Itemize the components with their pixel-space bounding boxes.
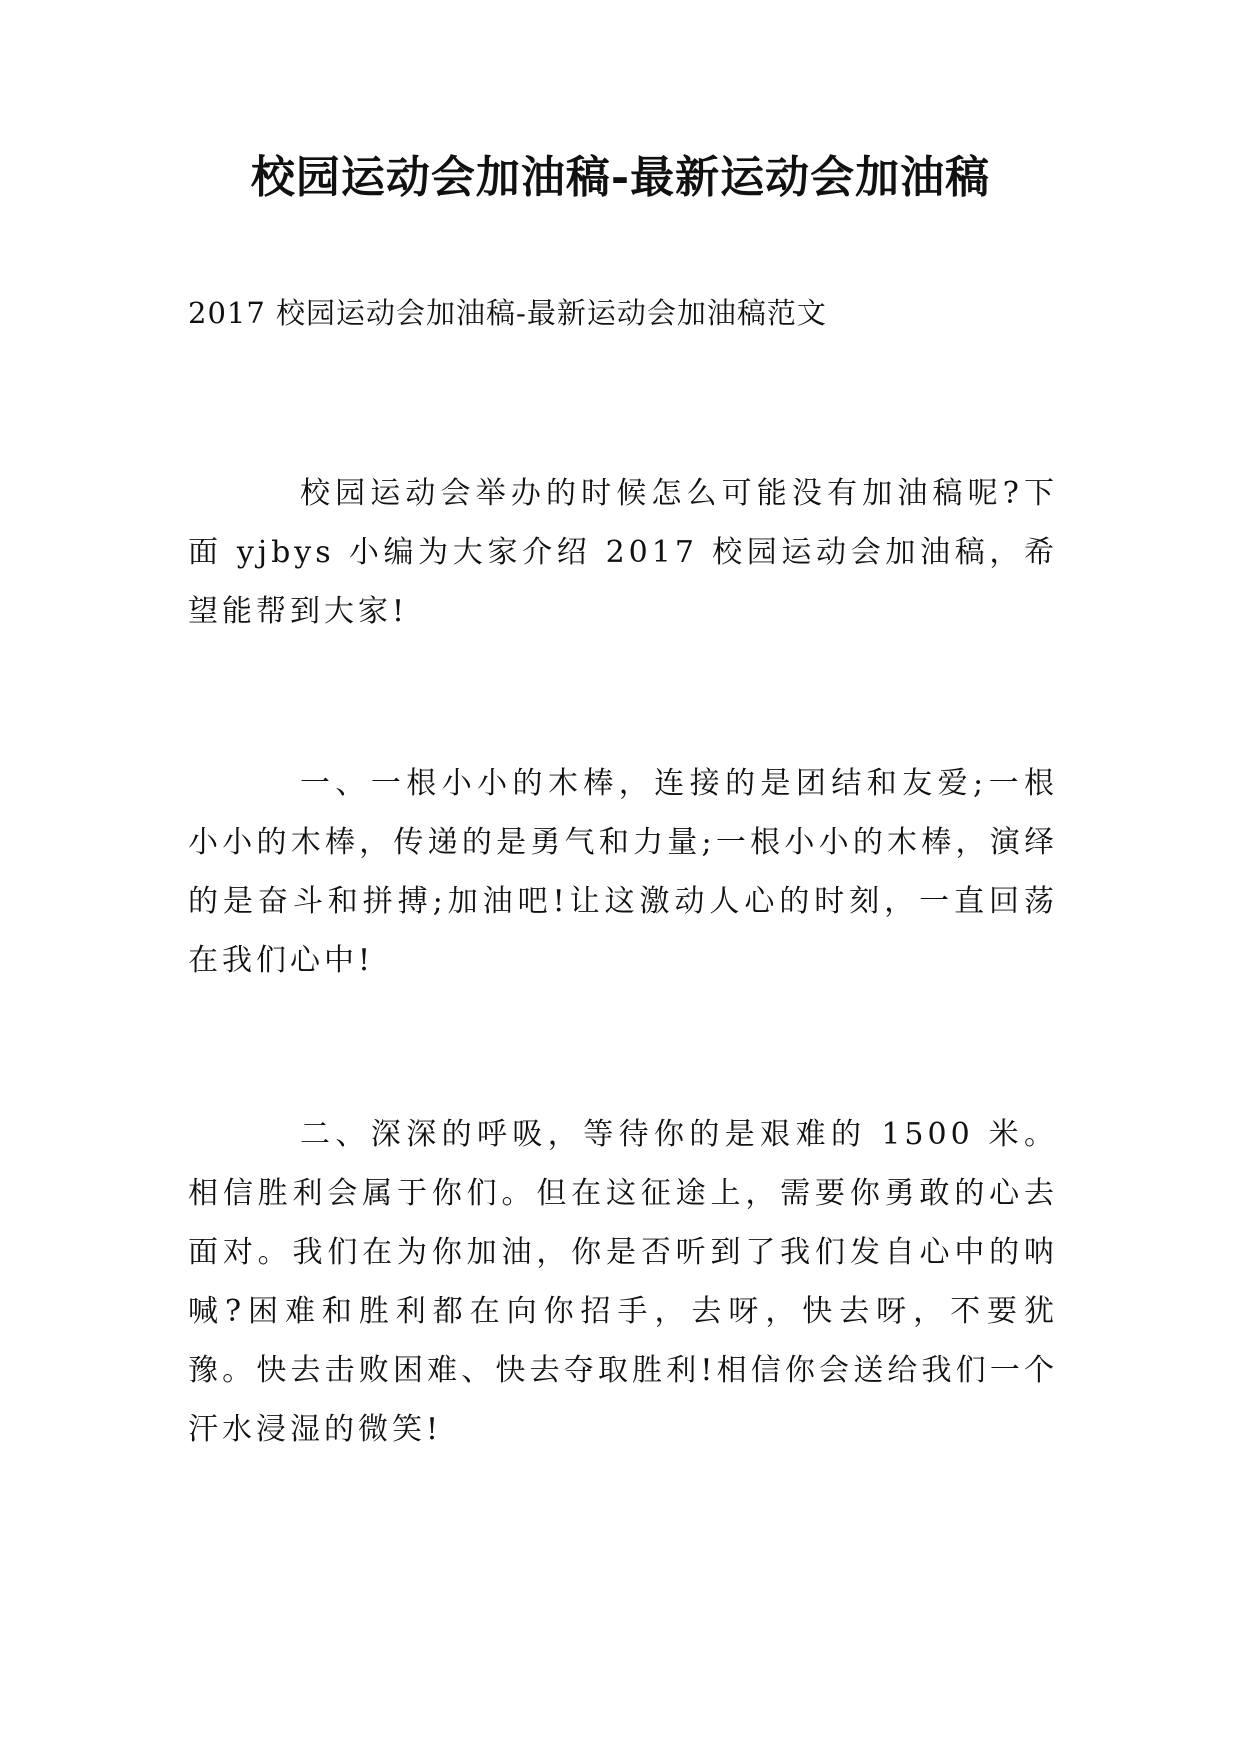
paragraph-one: 一、一根小小的木棒，连接的是团结和友爱;一根小小的木棒，传递的是勇气和力量;一根小小的木棒，演绎的是奋斗和拼搏;加油吧!让这激动人心的时刻，一直回荡在我们心中! — [188, 766, 1058, 978]
document-title: 校园运动会加油稿-最新运动会加油稿 — [250, 152, 991, 203]
paragraph-two: 二、深深的呼吸，等待你的是艰难的 1500 米。相信胜利会属于你们。但在这征途上，需要你勇敢的心去面对。我们在为你加油，你是否听到了我们发自心中的呐喊?困难和胜利都在向你招手，去呀，快去呀，不要犹豫。快去击败困难、快去夺取胜利!相信你会送给我们一个汗水浸湿的微笑! — [188, 1117, 1058, 1447]
document-subtitle: 2017 校园运动会加油稿-最新运动会加油稿范文 — [188, 296, 827, 330]
paragraph-intro: 校园运动会举办的时候怎么可能没有加油稿呢?下面 yjbys 小编为大家介绍 2017 校园运动会加油稿，希望能帮到大家! — [188, 476, 1058, 629]
